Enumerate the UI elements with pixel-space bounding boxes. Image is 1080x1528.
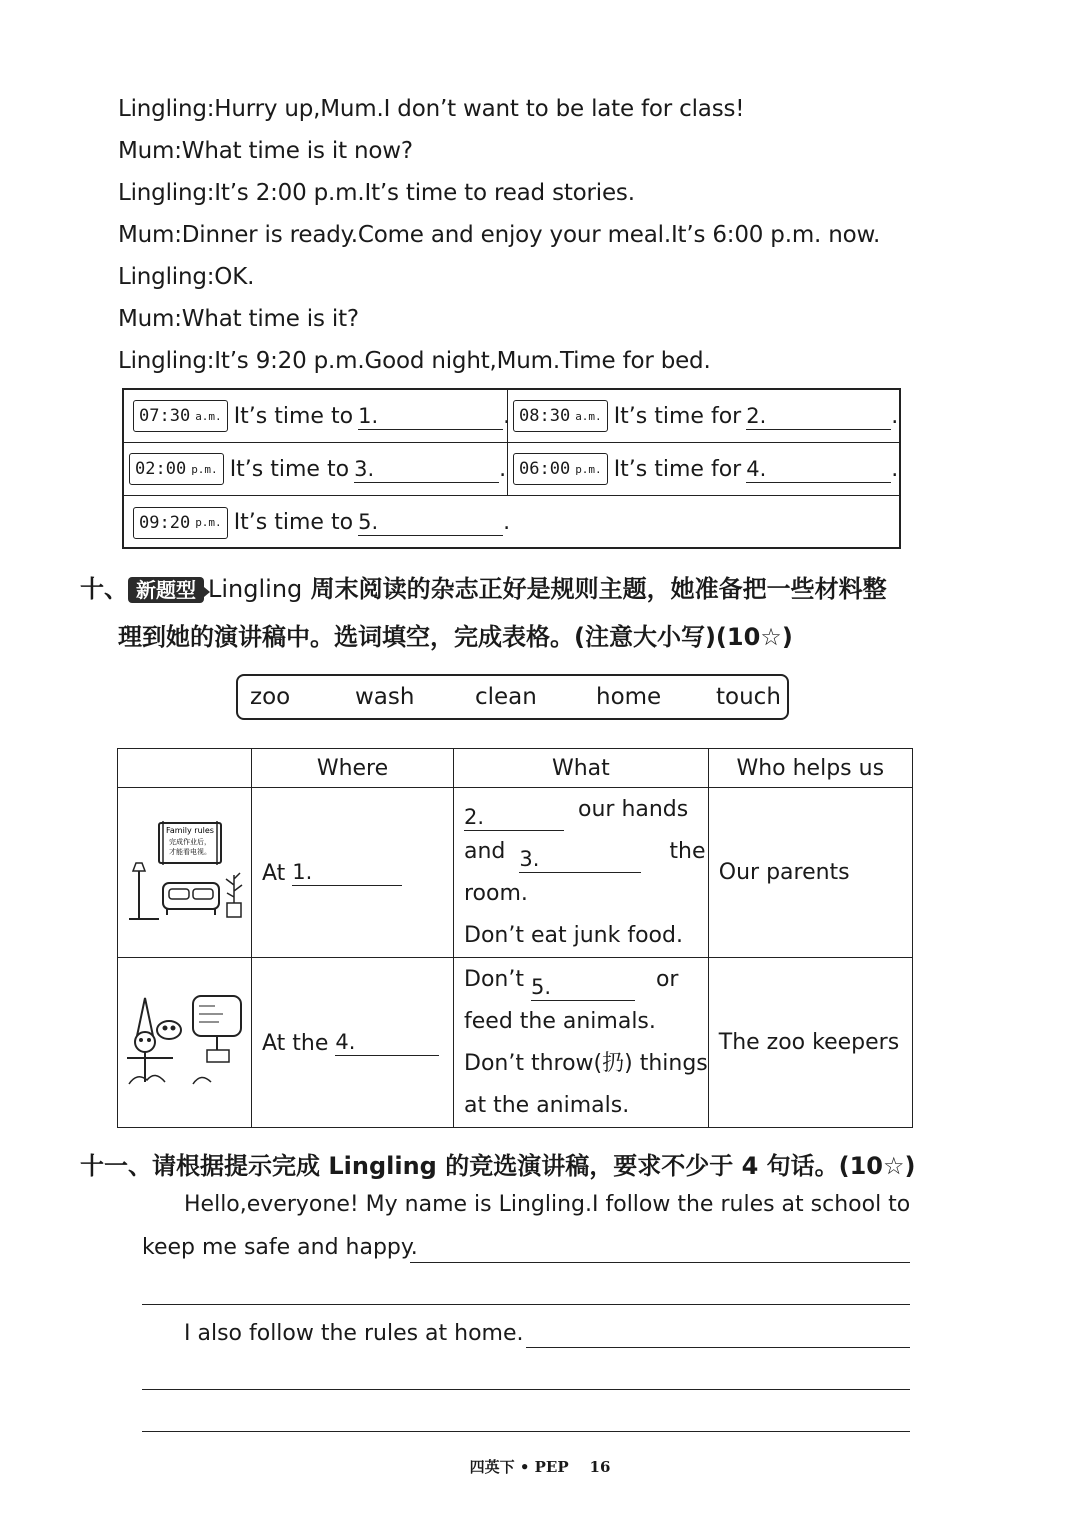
dialogue-line-7: Lingling:It’s 9:20 p.m.Good night,Mum.Time for bed.	[118, 348, 711, 374]
header-picture	[118, 749, 252, 788]
section-11-heading: 十一、请根据提示完成 Lingling 的竞选演讲稿，要求不少于 4 句话。(10☆)	[80, 1152, 916, 1180]
where-home-cell: At 1.	[252, 788, 454, 958]
zoo-illustration	[118, 958, 252, 1128]
answer-blank-4[interactable]: 4.	[335, 1029, 439, 1056]
writing-line[interactable]	[142, 1431, 910, 1432]
sign-title: Family rules	[165, 825, 214, 835]
rules-table-header	[118, 749, 913, 788]
schedule-prompt: It’s time for	[613, 403, 742, 429]
sign-line-2: 才能看电视。	[168, 847, 211, 856]
what-zoo-cell: Don’t 5. or feed the animals. Don’t throw(扔) things at the animals.	[454, 958, 709, 1128]
answer-blank-3[interactable]: 3.	[354, 456, 499, 483]
writing-line[interactable]	[410, 1262, 910, 1263]
living-room-illustration	[123, 815, 247, 925]
where-zoo-cell: At the 4.	[252, 958, 454, 1128]
word-bank	[236, 674, 789, 720]
schedule-row-2: 02:00 p.m. It’s time to 3. . 06:00 p.m. It’s time for 4. .	[124, 443, 899, 496]
schedule-row-3: 09:20 p.m. It’s time to 5. .	[124, 496, 899, 549]
home-illustration	[118, 788, 252, 958]
answer-blank-2[interactable]: 2.	[464, 804, 564, 831]
writing-line[interactable]	[526, 1347, 910, 1348]
clock-icon: 07:30 a.m.	[133, 400, 228, 432]
dialogue-line-3: Lingling:It’s 2:00 p.m.It’s time to read stories.	[118, 180, 635, 206]
word-option: touch	[716, 684, 781, 710]
schedule-prompt: It’s time to	[233, 403, 354, 429]
header-what: What	[454, 749, 709, 788]
answer-blank-2[interactable]: 2.	[746, 403, 891, 430]
column-divider	[507, 443, 508, 495]
sign-line-1: 完成作业后，	[168, 837, 211, 846]
word-option: home	[596, 684, 662, 710]
schedule-table	[122, 388, 901, 549]
answer-blank-1[interactable]: 1.	[358, 403, 503, 430]
schedule-row-1: 07:30 a.m. It’s time to 1. . 08:30 a.m. It’s time for 2. .	[124, 390, 899, 443]
header-where: Where	[252, 749, 454, 788]
answer-blank-1[interactable]: 1.	[292, 859, 402, 886]
word-option: clean	[475, 684, 537, 710]
dialogue-line-5: Lingling:OK.	[118, 264, 255, 290]
word-option: zoo	[250, 684, 291, 710]
dialogue-line-6: Mum:What time is it?	[118, 306, 359, 332]
section-10-instruction: 理到她的演讲稿中。选词填空，完成表格。(注意大小写)(10☆)	[118, 623, 793, 651]
speech-paragraph-1-cont: keep me safe and happy.	[142, 1235, 418, 1260]
who-zoo-cell: The zoo keepers	[708, 958, 912, 1128]
writing-line[interactable]	[142, 1389, 910, 1390]
clock-icon: 06:00 p.m.	[513, 453, 608, 485]
rules-table	[117, 748, 913, 1128]
answer-blank-5[interactable]: 5.	[358, 509, 503, 536]
column-divider	[507, 390, 508, 442]
section-10-heading: 十、 新题型 Lingling 周末阅读的杂志正好是规则主题，她准备把一些材料整	[80, 575, 887, 603]
dialogue-line-4: Mum:Dinner is ready.Come and enjoy your meal.It’s 6:00 p.m. now.	[118, 222, 881, 248]
clock-icon: 08:30 a.m.	[513, 400, 608, 432]
schedule-prompt: It’s time for	[613, 456, 742, 482]
new-question-type-badge: 新题型	[128, 577, 204, 603]
dialogue	[118, 88, 1018, 382]
answer-blank-4[interactable]: 4.	[746, 456, 891, 483]
writing-line[interactable]	[142, 1304, 910, 1305]
answer-blank-5[interactable]: 5.	[531, 974, 635, 1001]
page-footer: 四英下 • PEP 16	[469, 1458, 611, 1476]
what-home-cell: 2. our hands and 3. the room. Don’t eat junk food.	[454, 788, 709, 958]
header-who: Who helps us	[708, 749, 912, 788]
clock-icon: 02:00 p.m.	[129, 453, 224, 485]
zoo-animals-illustration	[123, 992, 247, 1088]
who-home-cell: Our parents	[708, 788, 912, 958]
answer-blank-3[interactable]: 3.	[519, 846, 641, 873]
table-row-home	[118, 788, 913, 958]
word-option: wash	[355, 684, 415, 710]
schedule-prompt: It’s time to	[229, 456, 350, 482]
clock-icon: 09:20 p.m.	[133, 507, 228, 539]
dialogue-line-2: Mum:What time is it now?	[118, 138, 413, 164]
schedule-prompt: It’s time to	[233, 510, 354, 535]
speech-paragraph-2: I also follow the rules at home.	[184, 1321, 524, 1346]
dialogue-line-1: Lingling:Hurry up,Mum.I don’t want to be late for class!	[118, 96, 745, 122]
table-row-zoo	[118, 958, 913, 1128]
speech-paragraph-1: Hello,everyone! My name is Lingling.I follow the rules at school to	[184, 1192, 911, 1217]
